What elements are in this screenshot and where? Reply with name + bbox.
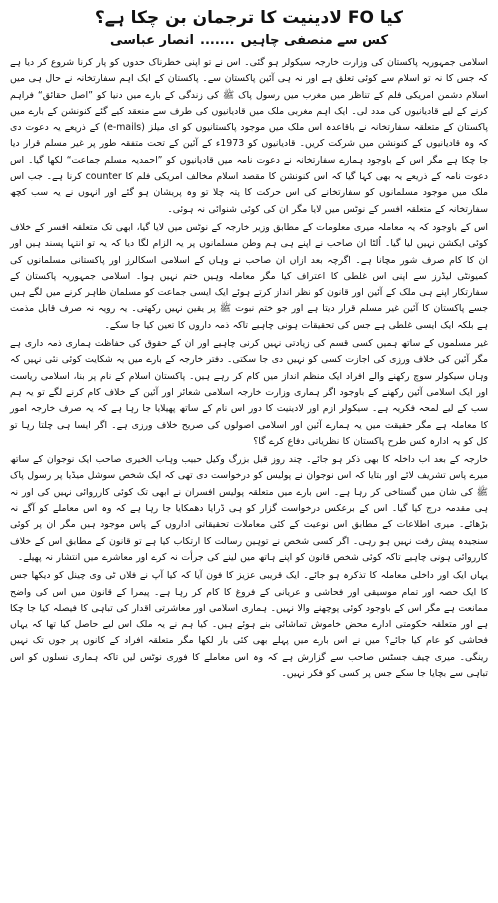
article-author: انصار عباسی xyxy=(109,33,194,48)
article-paragraph: یہاں ایک اور داخلی معاملہ کا تذکرہ ہو جائے۔ ایک قریبی عزیز کا فون آیا کہ کیا آپ نے فلاں ٹی وی چینل کو دیکھا جس کا ایک حصہ اور تمام موسیقی اور فحاشی و عریانی کے فروغ کا کام کر رہا ہے۔ پیمرا کے قانون میں اس کی واضح ممانعت ہے مگر اس کے باوجود کوئی پوچھنے والا نہیں۔ ہماری اسلامی اور معاشرتی اقدار کی تباہی کا فیصلہ کیا جا چکا ہے اور متعلقہ حکومتی ادارے محض خاموش تماشائی بنے ہوئے ہیں۔ کیا ہم نے یہ ملک اس لیے حاصل کیا تھا کہ یہاں فحاشی کو عام کیا جائے؟ میں نے اس بارے میں پہلے بھی کئی بار لکھا مگر متعلقہ افراد کے کانوں پر جوں تک نہیں رینگی۔ میری چیف جسٹس صاحب سے گزارش ہے کہ وہ اس معاملے کا فوری نوٹس لیں تاکہ ہماری نسلوں کو اس تباہی سے بچایا جا سکے جس پر کسی کو فکر نہیں۔ xyxy=(10,570,488,679)
article-paragraph: خارجہ کے بعد اب داخلہ کا بھی ذکر ہو جائے۔ چند روز قبل بزرگ وکیل حبیب وہاب الخیری صاحب ایک نوجوان کے ساتھ میرے پاس تشریف لائے اور بتایا کہ اس نوجوان نے پولیس کو درخواست دی تھی کہ ایک شخص سوشل میڈیا پر رسول پاک ﷺ کی شان میں گستاخی کر رہا ہے۔ اس بارے میں متعلقہ پولیس افسران نے ابھی تک کوئی کارروائی نہیں کی اور نہ ہی مقدمہ درج کیا گیا۔ اس کے برعکس درخواست گزار کو ہی ڈرایا دھمکایا جا رہا ہے کہ وہ اس معاملے کو آگے نہ بڑھائے۔ میری اطلاعات کے مطابق اس نوعیت کے کئی معاملات تحقیقاتی اداروں کے پاس موجود ہیں مگر ان پر کوئی سنجیدہ پیش رفت نہیں ہو رہی۔ اگر کسی شخص نے توہین رسالت کا ارتکاب کیا ہے تو قانون کے مطابق اس کے خلاف کارروائی ہونی چاہیے تاکہ کوئی شخص قانون کو اپنے ہاتھ میں لینے کی جرأت نہ کرے اور معاشرے میں انتشار نہ پھیلے۔ xyxy=(10,454,488,563)
article-paragraph: اسلامی جمہوریہ پاکستان کی وزارت خارجہ سیکولر ہو گئی۔ اس نے تو اپنی خطرناک حدوں کو پار کرنا شروع کر دیا ہے کہ جس کا نہ تو اسلام سے کوئی تعلق ہے اور نہ ہی آئین پاکستان سے۔ پاکستان کے ایک اہم سفارتخانہ نے حال ہی میں اسلام دشمن امریکی فلم کے تناظر میں مغرب میں رسول پاک ﷺ کی زندگی کے بارے میں دنیا کو ”اصل حقائق“ فراہم کرنے کے لیے قادیانیوں کی مدد لی۔ ایک اہم مغربی ملک میں قادیانیوں کی طرف سے منعقد کیے گئے کنونشن کے بارے میں پاکستان کے متعلقہ سفارتخانہ نے باقاعدہ اس ملک میں موجود پاکستانیوں کو ای میلز (e-mails) کے ذریعے یہ دعوت دی کہ وہ قادیانیوں کے کنونشن میں شرکت کریں۔ قادیانیوں کو 1973ء کے آئین کے تحت متفقہ طور پر غیر مسلم قرار دیا جا چکا ہے مگر اس کے باوجود ہمارے سفارتخانہ نے دعوت نامہ میں قادیانیوں کو ”احمدیہ مسلم جماعت“ لکھا گیا۔ اس دعوت نامہ کے ذریعے یہ بھی کہا گیا کہ اس کنونشن کا مقصد اسلام مخالف امریکی فلم کا counter کرنا ہے۔ جب اس ملک میں موجود مسلمانوں کو سفارتخانے کی اس حرکت کا پتہ چلا تو وہ پریشان ہو گئے اور انہوں نے یہ سب کچھ سفارتخانہ کے متعلقہ افسر کے نوٹس میں لایا مگر ان کی کوئی شنوائی نہ ہوئی۔ xyxy=(10,57,488,215)
article-headline: کیا FO لادینیت کا ترجمان بن چکا ہے؟ xyxy=(94,8,404,28)
article-paragraph: غیر مسلموں کے ساتھ ہمیں کسی قسم کی زیادتی نہیں کرنی چاہیے اور ان کے حقوق کی حفاظت ہماری ذمہ داری ہے مگر آئین کی خلاف ورزی کی اجازت کسی کو نہیں دی جا سکتی۔ دفتر خارجہ کے بارے میں یہ شکایت کوئی نئی نہیں کہ وہاں سیکولر سوچ رکھنے والے افراد ایک منظم انداز میں کام کر رہے ہیں۔ پاکستان اسلام کے نام پر بنا، اسلامی ریاست اور ایک اسلامی آئین رکھنے کے باوجود اگر ہماری وزارت خارجہ اسلامی شعائر اور آئین کے خلاف کام کرنے لگے تو یہ ہم سب کے لیے لمحہ فکریہ ہے۔ سیکولر ازم اور لادینیت کا دور اس نام کے ساتھ پھیلایا جا رہا ہے کہ یہ صرف خارجہ امور کا معاملہ ہے مگر حقیقت میں یہ ہمارے آئین اور اسلامی اصولوں کی صریح خلاف ورزی ہے۔ اگر ایسا ہی چلتا رہا تو کل کو یہ ادارہ کس طرح پاکستان کا نظریاتی دفاع کرے گا؟ xyxy=(10,338,488,447)
article-byline: کس سے منصفی چاہیں.......انصار عباسی xyxy=(109,33,389,48)
article-paragraph: اس کے باوجود کہ یہ معاملہ میری معلومات کے مطابق وزیر خارجہ کے نوٹس میں لایا گیا، ابھی تک متعلقہ افسر کے خلاف کوئی ایکشن نہیں لیا گیا۔ اُلٹا ان صاحب نے اپنے ہی ہم وطن مسلمانوں پر یہ الزام لگا دیا کہ یہ تو انتہا پسند ہیں اور ان کا کام صرف شور مچانا ہے۔ اگرچہ بعد ازاں ان صاحب نے وہاں کے اسلامی اسکالرز اور پاکستانی مسلمانوں کی کمیونٹی لیڈرز سے اپنی اس غلطی کا اعتراف کیا مگر معاملہ وہیں ختم نہیں ہوا۔ اسلامی جمہوریہ پاکستان کے سفارتکار اپنے ہی ملک کے آئین اور قانون کو نظر انداز کرتے ہوئے ایک ایسی جماعت کو مسلمان ظاہر کرنے میں لگے ہیں جسے پاکستان کا آئین غیر مسلم قرار دیتا ہے اور جو ختم نبوت ﷺ پر یقین نہیں رکھتی۔ یہ رویہ نہ صرف قابل مذمت ہے بلکہ ایک ایسی غلطی ہے جس کی تحقیقات ہونی چاہیے تاکہ ذمہ داروں کا تعین کیا جا سکے۔ xyxy=(10,221,488,331)
article-subtitle: کس سے منصفی چاہیں xyxy=(240,33,389,48)
